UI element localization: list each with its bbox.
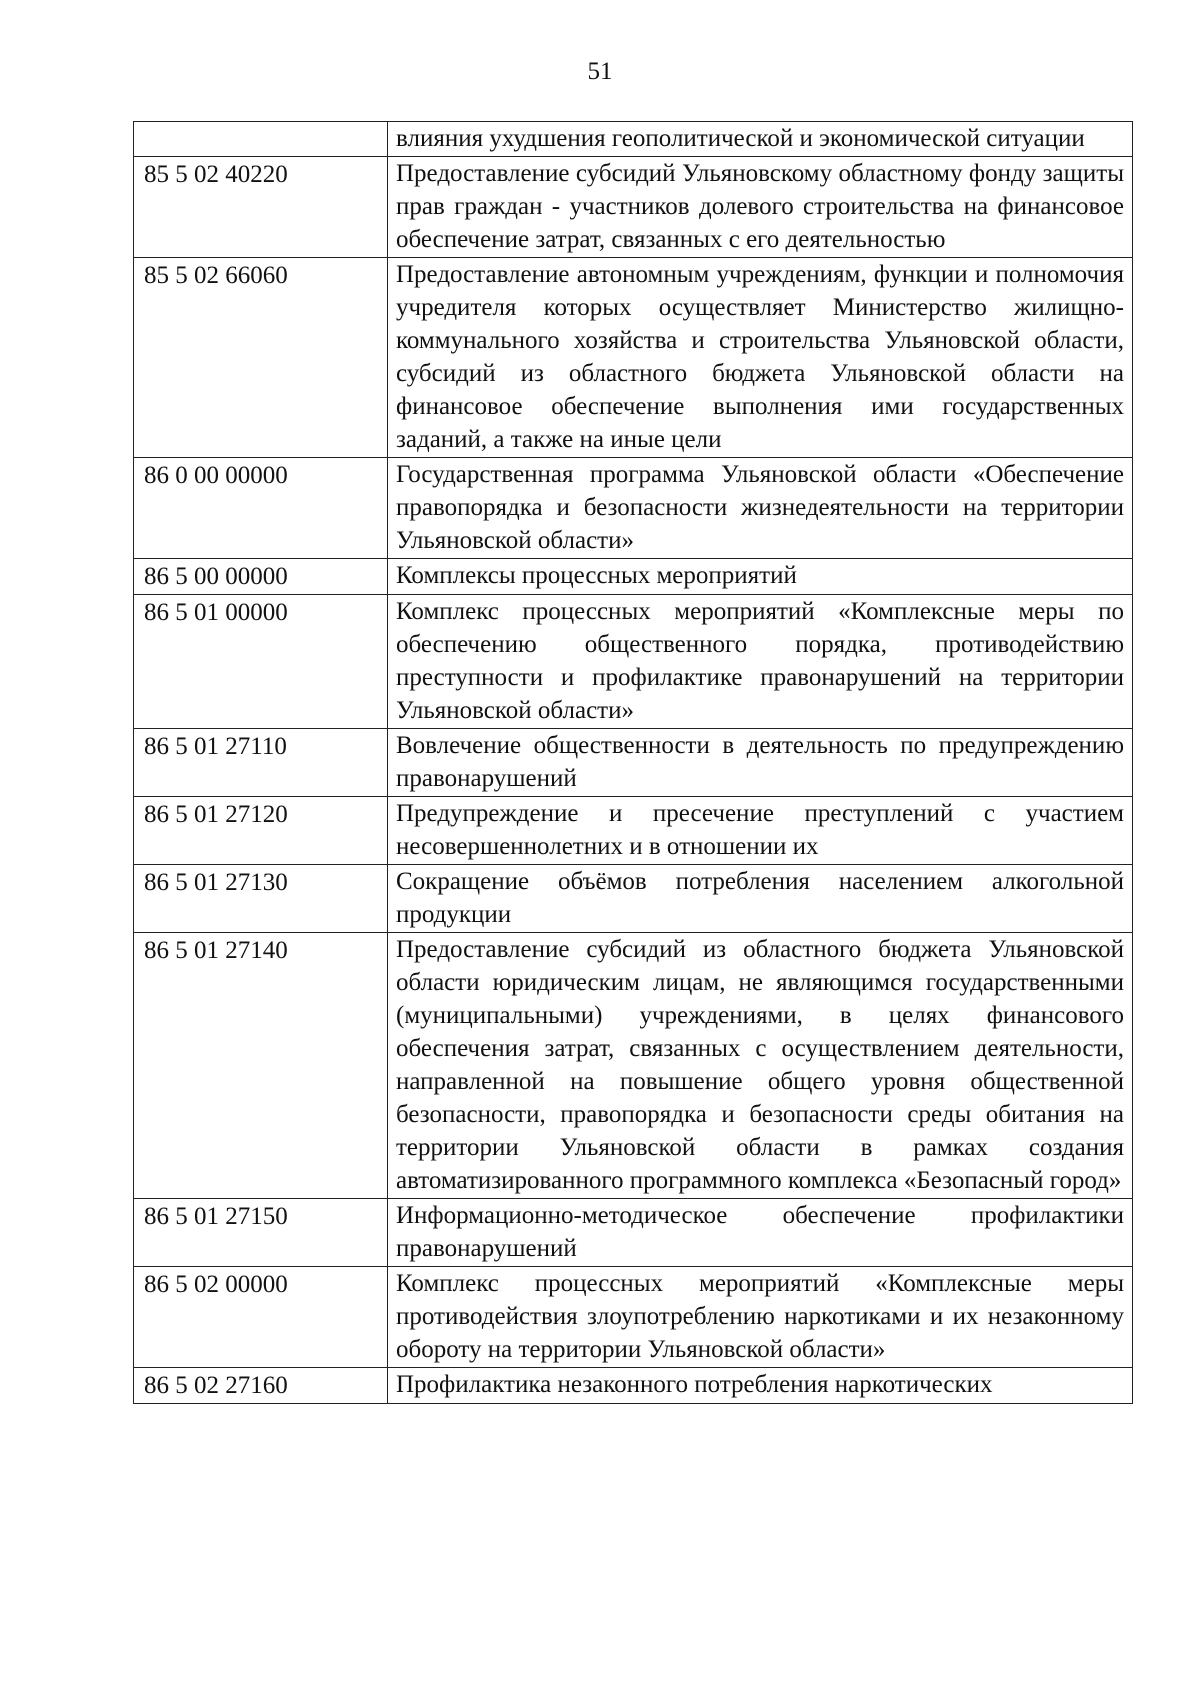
row-description-cell: Государственная программа Ульяновской области «Обеспечение правопорядка и безопасности жизнедеятельности на территории Ульяновской области»: [388, 458, 1133, 559]
row-description-cell: Профилактика незаконного потребления наркотических: [388, 1368, 1133, 1404]
row-code-cell: 86 5 01 27150: [134, 1199, 388, 1267]
row-description-cell: Предоставление субсидий Ульяновскому областному фонду защиты прав граждан - участников долевого строительства на финансовое обеспечение затрат, связанных с его деятельностью: [388, 157, 1133, 258]
row-description-cell: Комплекс процессных мероприятий «Комплексные меры противодействия злоупотреблению наркотиками и их незаконному обороту на территории Ульяновской области»: [388, 1267, 1133, 1368]
row-code-cell: 86 5 01 00000: [134, 595, 388, 729]
budget-classification-table: [133, 121, 1133, 1404]
row-code-cell: 86 5 01 27120: [134, 797, 388, 865]
row-code-cell: 86 5 01 27130: [134, 865, 388, 933]
page-number: 51: [587, 58, 613, 85]
row-description-cell: влияния ухудшения геополитической и экономической ситуации: [388, 122, 1133, 157]
row-code-cell: 85 5 02 40220: [134, 157, 388, 258]
row-code-cell: 86 5 02 27160: [134, 1368, 388, 1404]
row-description-cell: Предоставление субсидий из областного бюджета Ульяновской области юридическим лицам, не являющимся государственными (муниципальными) учреждениями, в целях финансового обеспечения затрат, связанных с осуществлением деятельности, направленной на повышение общего уровня общественной безопасности, правопорядка и безопасности среды обитания на территории Ульяновской области в рамках создания автоматизированного программного комплекса «Безопасный город»: [388, 933, 1133, 1199]
row-description-cell: Предоставление автономным учреждениям, функции и полномочия учредителя которых осуществляет Министерство жилищно-коммунального хозяйства и строительства Ульяновской области, субсидий из областного бюджета Ульяновской области на финансовое обеспечение выполнения ими государственных заданий, а также на иные цели: [388, 258, 1133, 458]
table-row: [134, 458, 1133, 559]
table-row: [134, 1368, 1133, 1404]
table-row: [134, 122, 1133, 157]
row-description-cell: Информационно-методическое обеспечение профилактики правонарушений: [388, 1199, 1133, 1267]
row-code-cell: 86 5 01 27140: [134, 933, 388, 1199]
table-row: [134, 1199, 1133, 1267]
table-row: [134, 258, 1133, 458]
table-row: [134, 729, 1133, 797]
table-row: [134, 559, 1133, 595]
row-code-cell: 86 5 00 00000: [134, 559, 388, 595]
table-row: [134, 797, 1133, 865]
row-code-cell: 86 0 00 00000: [134, 458, 388, 559]
table-row: [134, 157, 1133, 258]
table-row: [134, 595, 1133, 729]
row-description-cell: Сокращение объёмов потребления населением алкогольной продукции: [388, 865, 1133, 933]
row-description-cell: Предупреждение и пресечение преступлений с участием несовершеннолетних и в отношении их: [388, 797, 1133, 865]
table-row: [134, 1267, 1133, 1368]
row-description-cell: Вовлечение общественности в деятельность по предупреждению правонарушений: [388, 729, 1133, 797]
row-description-cell: Комплекс процессных мероприятий «Комплексные меры по обеспечению общественного порядка, противодействию преступности и профилактике правонарушений на территории Ульяновской области»: [388, 595, 1133, 729]
row-code-cell: 85 5 02 66060: [134, 258, 388, 458]
table-row: [134, 865, 1133, 933]
row-code-cell: [134, 122, 388, 157]
table-row: [134, 933, 1133, 1199]
table-body: [134, 122, 1133, 1404]
row-description-cell: Комплексы процессных мероприятий: [388, 559, 1133, 595]
row-code-cell: 86 5 01 27110: [134, 729, 388, 797]
row-code-cell: 86 5 02 00000: [134, 1267, 388, 1368]
